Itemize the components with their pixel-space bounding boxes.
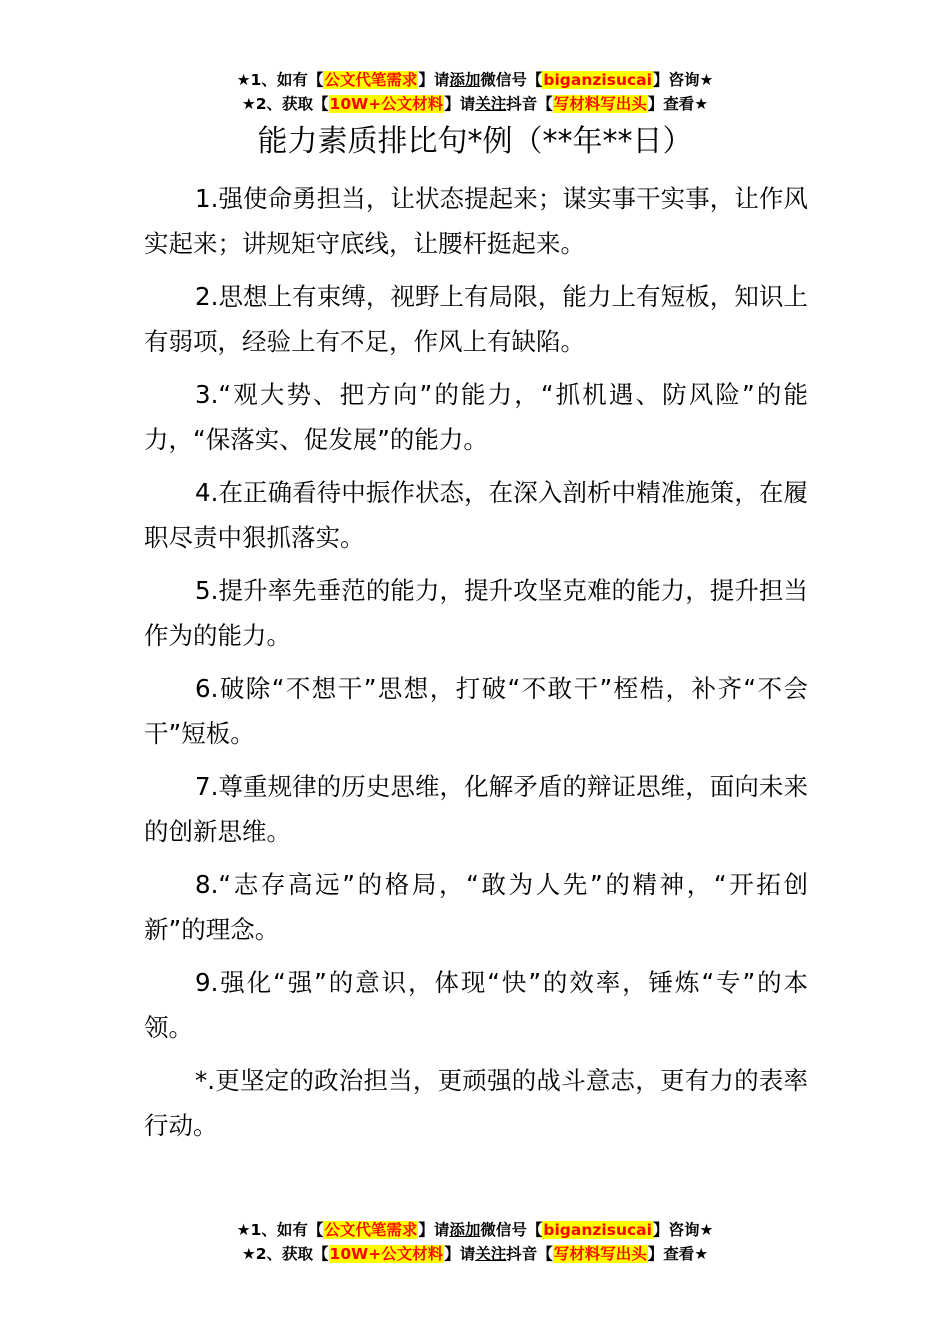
paragraph-6: 6.破除“不想干”思想，打破“不敢干”桎梏，补齐“不会干”短板。 (144, 674, 808, 748)
promo-text: 】请 (444, 1245, 476, 1263)
promo-text: 微信号【 (480, 1221, 543, 1239)
promo-line-2 (0, 1242, 950, 1266)
promo-line-1 (0, 68, 950, 92)
promo-text: 】咨询★ (652, 1221, 714, 1239)
paragraph-3: 3.“观大势、把方向”的能力，“抓机遇、防风险”的能力，“保落实、促发展”的能力。 (144, 380, 808, 454)
paragraph-2: 2.思想上有束缚，视野上有局限，能力上有短板，知识上有弱项，经验上有不足，作风上有缺陷。 (144, 282, 808, 356)
promo-line-1 (0, 1218, 950, 1242)
promo-text: 】请 (444, 95, 476, 113)
promo-underlined: 关注 (475, 1245, 507, 1263)
promo-underlined: 添加 (449, 1221, 481, 1239)
promo-text: 】请 (418, 71, 450, 89)
promo-underlined: 关注 (475, 95, 507, 113)
paragraph-10: *.更坚定的政治担当，更顽强的战斗意志，更有力的表率行动。 (144, 1066, 808, 1140)
promo-text: 抖音【 (506, 95, 553, 113)
promo-text: 抖音【 (506, 1245, 553, 1263)
promo-douyin-name: 写材料写出头 (553, 95, 647, 113)
promo-text: 】咨询★ (652, 71, 714, 89)
promo-highlight: 10W+公文材料 (329, 1245, 444, 1263)
paragraph-9: 9.强化“强”的意识，体现“快”的效率，锤炼“专”的本领。 (144, 968, 808, 1042)
paragraph-8: 8.“志存高远”的格局，“敢为人先”的精神，“开拓创新”的理念。 (144, 870, 808, 944)
promo-underlined: 添加 (449, 71, 481, 89)
header-promo-banner (0, 68, 950, 116)
promo-text: ★2、获取【 (241, 1245, 329, 1263)
promo-line-2 (0, 92, 950, 116)
promo-douyin-name: 写材料写出头 (553, 1245, 647, 1263)
promo-text: 】请 (418, 1221, 450, 1239)
promo-text: ★1、如有【 (236, 71, 324, 89)
promo-text: ★1、如有【 (236, 1221, 324, 1239)
promo-wechat-id: biganzisucai (543, 71, 652, 89)
paragraph-5: 5.提升率先垂范的能力，提升攻坚克难的能力，提升担当作为的能力。 (144, 576, 808, 650)
footer-promo-banner (0, 1218, 950, 1266)
promo-highlight: 公文代笔需求 (324, 71, 418, 89)
promo-text: 微信号【 (480, 71, 543, 89)
promo-highlight: 10W+公文材料 (329, 95, 444, 113)
paragraph-4: 4.在正确看待中振作状态，在深入剖析中精准施策，在履职尽责中狠抓落实。 (144, 478, 808, 552)
promo-text: 】查看★ (647, 95, 709, 113)
promo-text: ★2、获取【 (241, 95, 329, 113)
document-body (144, 177, 808, 1157)
paragraph-7: 7.尊重规律的历史思维，化解矛盾的辩证思维，面向未来的创新思维。 (144, 772, 808, 846)
paragraph-1: 1.强使命勇担当，让状态提起来；谋实事干实事，让作风实起来；讲规矩守底线，让腰杆挺起来。 (144, 184, 808, 258)
promo-highlight: 公文代笔需求 (324, 1221, 418, 1239)
promo-wechat-id: biganzisucai (543, 1221, 652, 1239)
promo-text: 】查看★ (647, 1245, 709, 1263)
document-title: 能力素质排比句*例（**年**日） (257, 124, 693, 159)
